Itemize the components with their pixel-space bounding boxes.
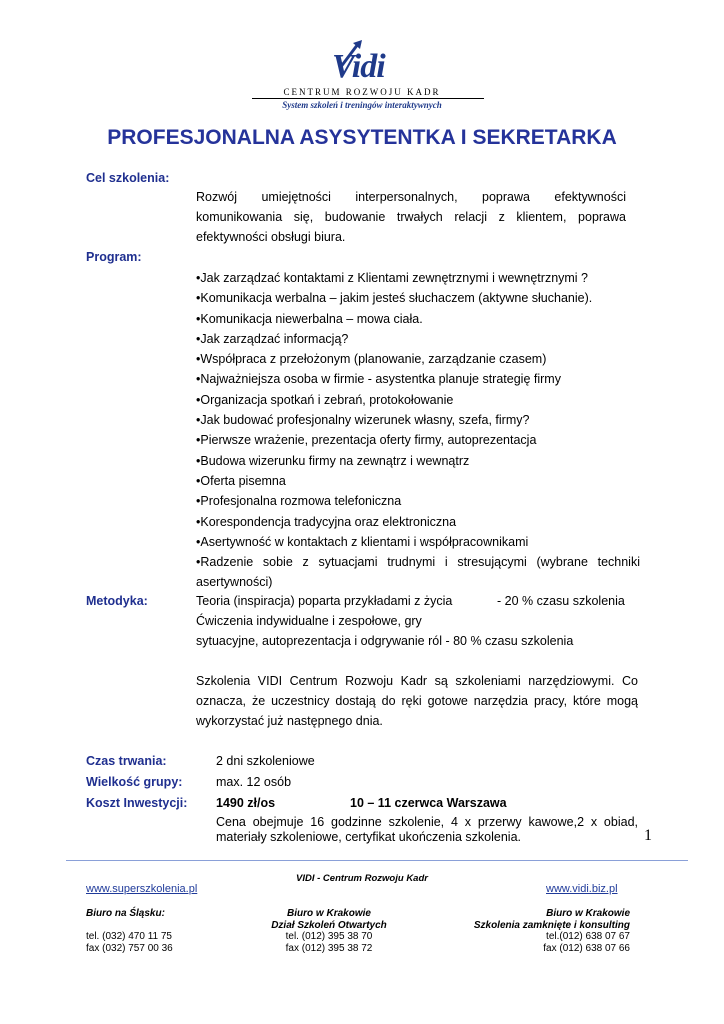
logo-divider: [252, 98, 484, 99]
program-item: •Komunikacja niewerbalna – mowa ciała.: [196, 311, 423, 326]
footer-link-vidi[interactable]: www.vidi.biz.pl: [546, 883, 618, 895]
page-title: PROFESJONALNA ASYSYTENTKA I SEKRETARKA: [107, 126, 617, 149]
program-item: •Jak zarządzać informacją?: [196, 331, 349, 346]
program-item: •Radzenie sobie z sytuacjami trudnymi i stresującymi (wybrane techniki: [196, 555, 640, 570]
cost-value: 1490 zł/os: [216, 796, 276, 810]
logo-org-line: CENTRUM ROZWOJU KADR: [283, 87, 441, 97]
logo-tagline: System szkoleń i treningów interaktywnych: [282, 100, 442, 110]
price-includes-line: Cena obejmuje 16 godzinne szkolenie, 4 x przerwy kawowe,2 x obiad,: [216, 815, 638, 829]
footer-link-superszkolenia[interactable]: www.superszkolenia.pl: [86, 883, 198, 895]
method-line-1-share: - 20 % czasu szkolenia: [497, 594, 625, 608]
program-label: Program:: [86, 250, 142, 264]
office-title: Biuro w Krakowie: [287, 908, 371, 919]
office-subtitle: Szkolenia zamknięte i konsulting: [473, 919, 630, 931]
office-title: Biuro w Krakowie: [546, 908, 630, 919]
program-item: •Komunikacja werbalna – jakim jesteś słuchaczem (aktywne słuchanie).: [196, 291, 593, 306]
method-paragraph-line: Szkolenia VIDI Centrum Rozwoju Kadr są szkoleniami narzędziowymi. Co: [196, 674, 638, 688]
logo: [0, 40, 724, 112]
duration-label: Czas trwania:: [86, 754, 167, 768]
goal-line: efektywności obsługi biura.: [196, 230, 346, 244]
page-number: 1: [644, 827, 652, 844]
goal-line: Rozwój umiejętności interpersonalnych, poprawa efektywności: [196, 190, 626, 204]
price-includes: [216, 815, 638, 845]
method-paragraph: [196, 671, 638, 731]
office-title: Biuro na Śląsku:: [86, 908, 165, 919]
method-paragraph-line: wykorzystać już następnego dnia.: [196, 714, 383, 728]
office-subtitle: Dział Szkoleń Otwartych: [271, 919, 387, 931]
goal-line: komunikowania się, budowanie trwałych relacji z klientem, poprawa: [196, 210, 626, 224]
method-line-1: Teoria (inspiracja) poparta przykładami z życia: [196, 594, 453, 608]
office-tel: tel. (012) 395 38 70: [285, 931, 373, 942]
program-item: •Pierwsze wrażenie, prezentacja oferty firmy, autoprezentacja: [196, 433, 537, 448]
footer-office-silesia: [86, 908, 246, 954]
method-line-2: Ćwiczenia indywidualne i zespołowe, gry: [196, 614, 422, 628]
program-item: •Organizacja spotkań i zebrań, protokołowanie: [196, 392, 454, 407]
program-item: •Jak budować profesjonalny wizerunek własny, szefa, firmy?: [196, 413, 530, 428]
program-item: •Najważniejsza osoba w firmie - asystentka planuje strategię firmy: [196, 372, 561, 387]
method-paragraph-line: oznacza, że uczestnicy dostają do ręki gotowe narzędzia pracy, które mogą: [196, 694, 638, 708]
footer-office-krakow-closed: [460, 908, 630, 954]
program-list: [196, 268, 640, 593]
price-includes-line: materiały szkoleniowe, certyfikat ukończenia szkolenia.: [216, 830, 521, 844]
program-item: •Współpraca z przełożonym (planowanie, zarządzanie czasem): [196, 352, 547, 367]
goal-text: [196, 187, 626, 247]
footer-office-krakow-open: [262, 908, 396, 954]
goal-label: Cel szkolenia:: [86, 171, 170, 185]
footer-org: VIDI - Centrum Rozwoju Kadr: [296, 873, 428, 884]
duration-value: 2 dni szkoleniowe: [216, 754, 315, 768]
office-fax: fax (012) 395 38 72: [285, 942, 373, 954]
program-item: •Asertywność w kontaktach z klientami i współpracownikami: [196, 534, 529, 549]
program-item: •Jak zarządzać kontaktami z Klientami zewnętrznymi i wewnętrznymi ?: [196, 271, 589, 285]
group-size-label: Wielkość grupy:: [86, 775, 183, 789]
training-date: 10 – 11 czerwca Warszawa: [350, 796, 507, 810]
cost-label: Koszt Inwestycji:: [86, 796, 188, 810]
program-item: •Korespondencja tradycyjna oraz elektroniczna: [196, 514, 457, 529]
office-tel: tel.(012) 638 07 67: [546, 931, 630, 942]
method-line-3: sytuacyjne, autoprezentacja i odgrywanie ról - 80 % czasu szkolenia: [196, 634, 574, 648]
footer-divider: [66, 860, 688, 861]
program-item: •Budowa wizerunku firmy na zewnątrz i wewnątrz: [196, 453, 470, 468]
program-item: •Oferta pisemna: [196, 473, 286, 488]
program-item-continuation-text: asertywności): [196, 575, 273, 590]
office-tel: tel. (032) 470 11 75: [86, 931, 172, 942]
office-fax: fax (012) 638 07 66: [543, 942, 630, 954]
method-label: Metodyka:: [86, 594, 148, 608]
program-item-continuation: [196, 572, 640, 592]
office-fax: fax (032) 757 00 36: [86, 942, 173, 954]
group-size-value: max. 12 osób: [216, 775, 292, 789]
program-item: •Profesjonalna rozmowa telefoniczna: [196, 494, 402, 509]
logo-wordmark: Vidi: [332, 48, 385, 85]
